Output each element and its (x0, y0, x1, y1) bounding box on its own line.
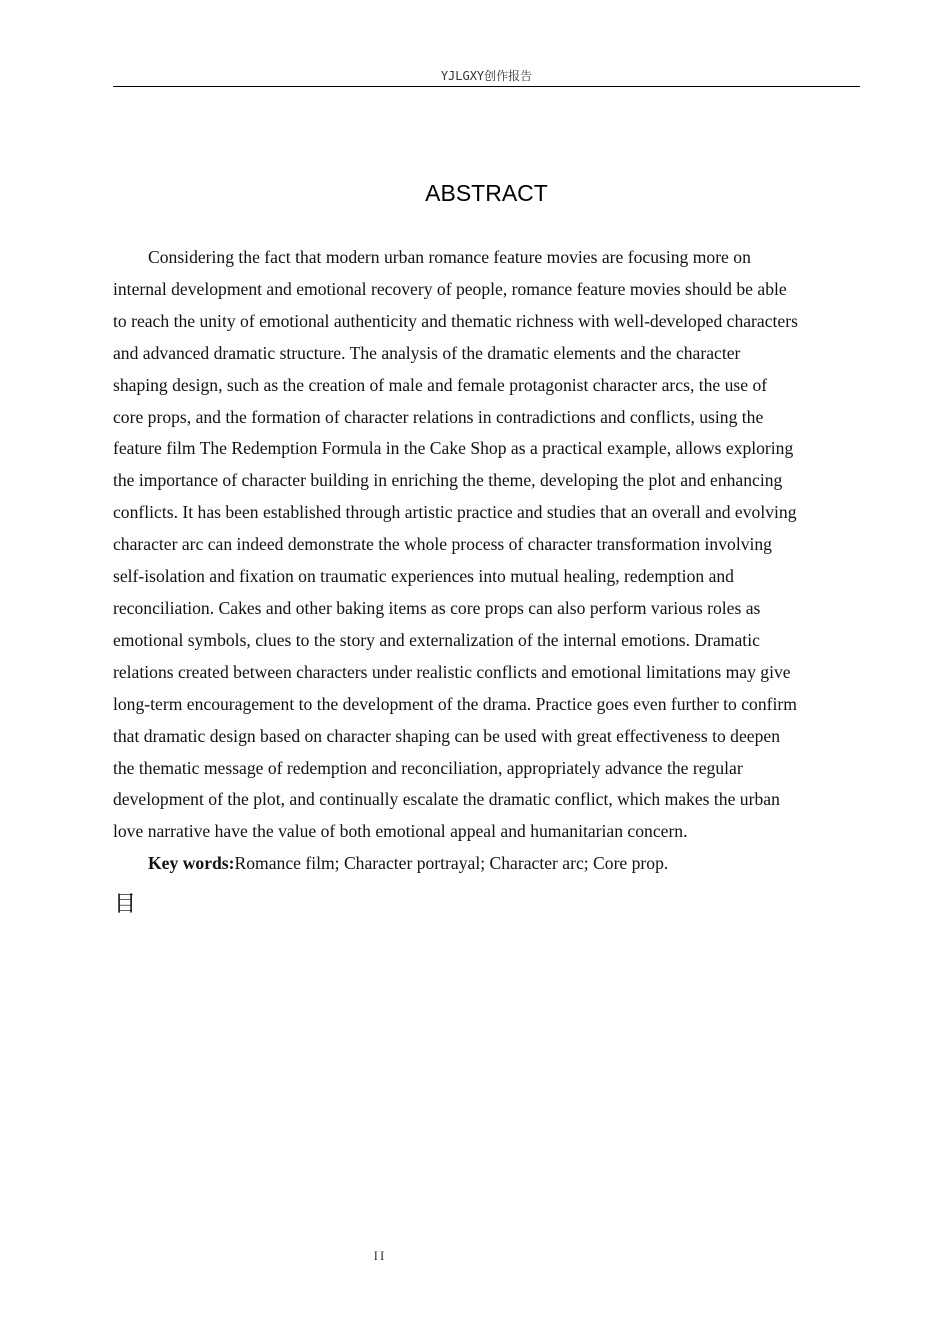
abstract-line: internal development and emotional recovery of people, romance feature movies should be able (113, 278, 787, 299)
keywords-text: Romance film; Character portrayal; Character arc; Core prop. (234, 853, 669, 873)
abstract-body (113, 242, 860, 848)
abstract-line: feature film The Redemption Formula in the Cake Shop as a practical example, allows exploring (113, 438, 794, 459)
running-header (113, 67, 860, 87)
abstract-line: character arc can indeed demonstrate the whole process of character transformation involving (113, 534, 772, 555)
abstract-line: long-term encouragement to the development of the drama. Practice goes even further to confirm (113, 693, 797, 714)
abstract-line: that dramatic design based on character shaping can be used with great effectiveness to deepen (113, 725, 780, 746)
abstract-line: conflicts. It has been established through artistic practice and studies that an overall and evolving (113, 502, 797, 523)
abstract-line: the importance of character building in enriching the theme, developing the plot and enhancing (113, 470, 783, 491)
abstract-line: shaping design, such as the creation of male and female protagonist character arcs, the use of (113, 374, 768, 395)
running-header-title: YJLGXY创作报告 (440, 69, 533, 83)
abstract-line: and advanced dramatic structure. The analysis of the dramatic elements and the character (113, 342, 741, 363)
abstract-line: to reach the unity of emotional authenticity and thematic richness with well-developed characters (113, 310, 798, 331)
abstract-line: relations created between characters under realistic conflicts and emotional limitations may give (113, 661, 791, 682)
abstract-title: ABSTRACT (425, 180, 548, 206)
abstract-line: self-isolation and fixation on traumatic experiences into mutual healing, redemption and (113, 566, 734, 587)
keywords-label: Key words: (148, 853, 235, 873)
page-number: II (373, 1248, 387, 1263)
keywords (148, 848, 668, 880)
abstract-line: Considering the fact that modern urban romance feature movies are focusing more on (148, 247, 751, 267)
abstract-line: love narrative have the value of both emotional appeal and humanitarian concern. (113, 821, 688, 842)
abstract-line: emotional symbols, clues to the story and externalization of the internal emotions. Dramatic (113, 629, 760, 650)
abstract-line: core props, and the formation of character relations in contradictions and conflicts, using the (113, 406, 764, 427)
abstract-line: the thematic message of redemption and reconciliation, appropriately advance the regular (113, 757, 743, 778)
toc-heading-fragment: 目 (114, 892, 137, 917)
abstract-line: development of the plot, and continually escalate the dramatic conflict, which makes the urban (113, 789, 780, 810)
abstract-line: reconciliation. Cakes and other baking items as core props can also perform various roles as (113, 597, 761, 618)
